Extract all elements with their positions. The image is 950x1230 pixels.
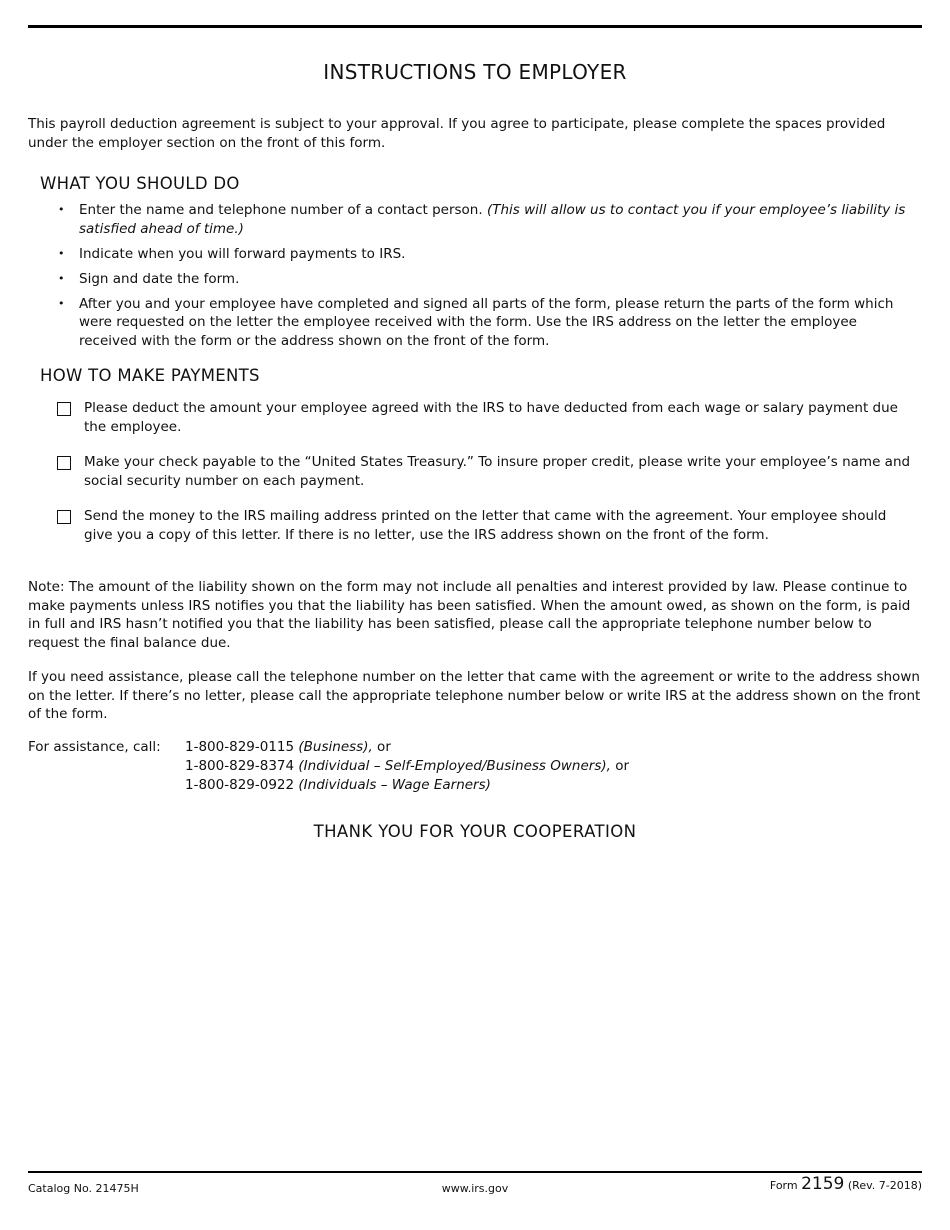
list-item <box>58 295 914 351</box>
list-item-text: Enter the name and telephone number of a contact person. <box>79 202 483 218</box>
top-rule <box>28 25 922 28</box>
list-item-text: Sign and date the form. <box>79 270 240 287</box>
list-item-text: After you and your employee have completed and signed all parts of the form, please return the parts of the form which were requested on the letter the employee received with the form. Use the IRS address on the letter the employee received with the form or the address shown on the front of the form. <box>79 295 894 350</box>
what-to-do-list <box>58 201 914 357</box>
phone-line-business <box>185 738 629 757</box>
phone-number: 1-800-829-8374 <box>185 758 295 774</box>
check-payable-checkbox[interactable] <box>57 456 71 470</box>
mail-money-checkbox[interactable] <box>57 510 71 524</box>
list-item-text: Indicate when you will forward payments to IRS. <box>79 245 406 262</box>
phone-description: (Individuals – Wage Earners) <box>298 777 491 793</box>
phone-number: 1-800-829-0922 <box>185 777 295 793</box>
phone-description: (Business), <box>298 739 373 755</box>
note-text: The amount of the liability shown on the form may not include all penalties and interest provided by law. Please continue to make payments unless IRS notifies you that the liability has been satisfied. When the amount owed, as shown on the form, is paid in full and IRS hasn’t notified you that the liability has been satisfied, please call the appropriate telephone number below to request the final balance due. <box>28 579 911 651</box>
bullet-icon: • <box>58 246 65 260</box>
form-revision: (Rev. 7-2018) <box>847 1179 922 1192</box>
list-item <box>58 245 914 264</box>
payment-option-deduct <box>57 399 917 436</box>
phone-suffix: or <box>610 758 630 774</box>
catalog-number: Catalog No. 21475H <box>28 1182 139 1195</box>
page-title: INSTRUCTIONS TO EMPLOYER <box>323 60 627 84</box>
phone-description: (Individual – Self-Employed/Business Owners), <box>298 758 611 774</box>
phone-number: 1-800-829-0115 <box>185 739 295 755</box>
phone-suffix: or <box>372 739 391 755</box>
payment-option-text: Please deduct the amount your employee agreed with the IRS to have deducted from each wage or salary payment due the employee. <box>84 400 898 435</box>
list-item-note: (This will allow us to contact you if your employee’s liability is satisfied ahead of time.) <box>79 202 906 237</box>
form-label: Form <box>769 1179 798 1192</box>
payment-option-mail <box>57 507 917 544</box>
assistance-paragraph: If you need assistance, please call the telephone number on the letter that came with the agreement or write to the address shown on the letter. If there’s no letter, please call the appropriate telephone number below or write IRS at the address shown on the front of the form. <box>28 669 921 723</box>
bottom-rule <box>28 1171 922 1173</box>
form-id <box>770 1174 922 1194</box>
phone-line-wage-earners <box>185 776 629 795</box>
website-link[interactable]: www.irs.gov <box>441 1182 509 1195</box>
form-number: 2159 <box>801 1174 845 1194</box>
payment-option-check <box>57 453 917 490</box>
list-item <box>58 201 914 238</box>
intro-paragraph: This payroll deduction agreement is subject to your approval. If you agree to participate, please complete the spaces provided under the employer section on the front of this form. <box>28 116 886 151</box>
bullet-icon: • <box>58 203 65 216</box>
payments-heading: HOW TO MAKE PAYMENTS <box>40 366 260 385</box>
assistance-phones <box>185 738 629 795</box>
deduct-checkbox[interactable] <box>57 402 71 416</box>
payment-option-text: Send the money to the IRS mailing address printed on the letter that came with the agreement. Your employee should give you a copy of this letter. If there is no letter, use the IRS address shown on the front of the form. <box>84 508 887 543</box>
what-to-do-heading: WHAT YOU SHOULD DO <box>40 174 240 193</box>
phone-line-self-employed <box>185 757 629 776</box>
note-paragraph <box>28 578 922 652</box>
thank-you-heading: THANK YOU FOR YOUR COOPERATION <box>313 822 637 841</box>
payment-option-text: Make your check payable to the “United States Treasury.” To insure proper credit, please write your employee’s name and social security number on each payment. <box>84 454 911 489</box>
list-item <box>58 270 914 289</box>
assistance-label: For assistance, call: <box>28 739 161 755</box>
bullet-icon: • <box>58 271 65 285</box>
note-label: Note: <box>28 579 65 595</box>
bullet-icon: • <box>58 296 65 310</box>
